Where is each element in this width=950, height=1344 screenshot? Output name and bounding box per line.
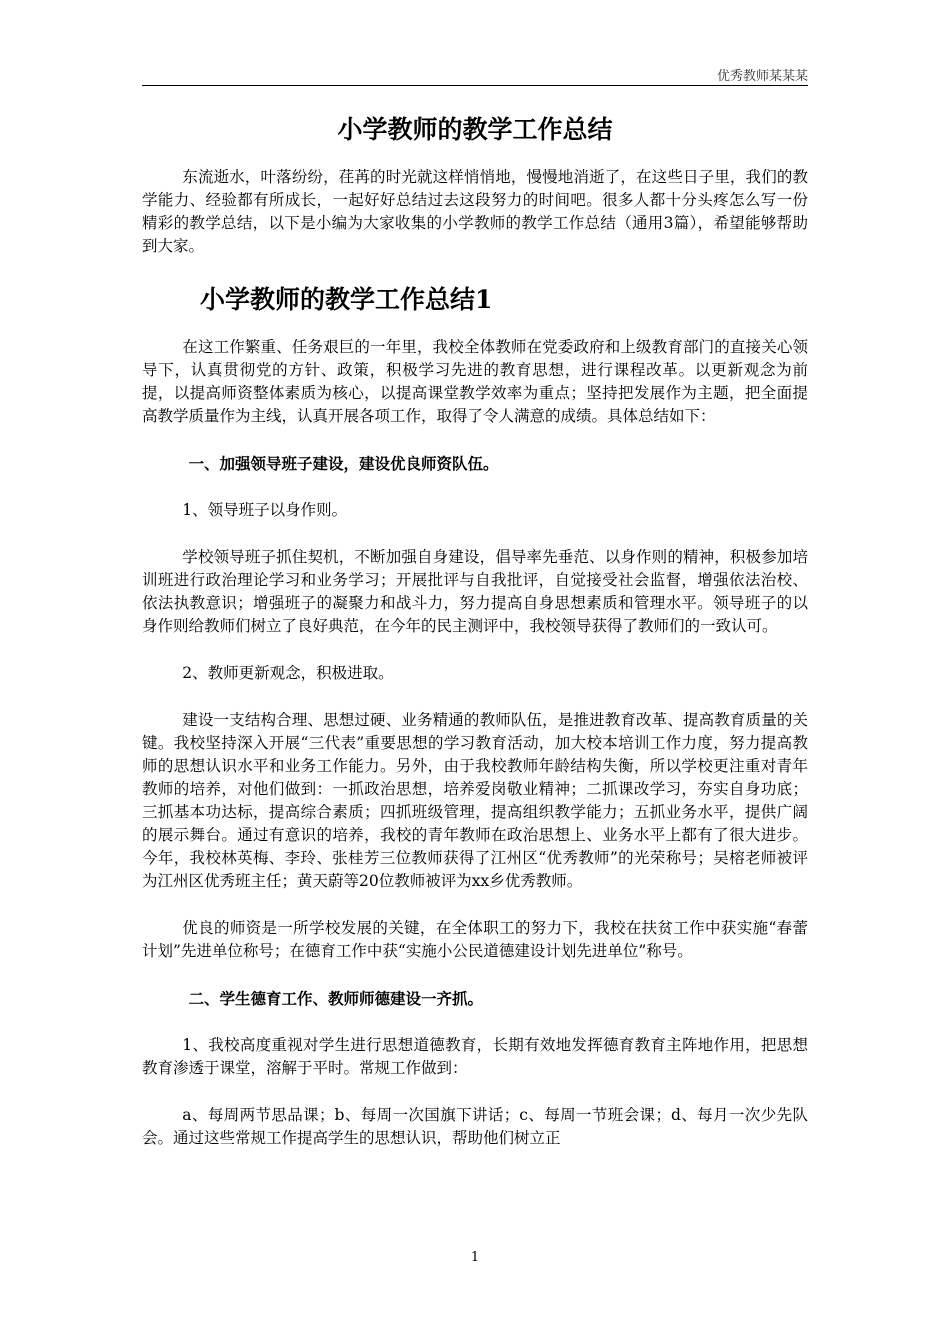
page-header-text: 优秀教师某某某 bbox=[716, 69, 808, 84]
subheading-2: 二、学生德育工作、教师师德建设一齐抓。 bbox=[188, 989, 484, 1008]
document-body bbox=[142, 112, 808, 1174]
body-paragraph: 学校领导班子抓住契机，不断加强自身建设，倡导率先垂范、以身作则的精神，积极参加培训班进行政治理论学习和业务学习；开展批评与自我批评，自觉接受社会监督，增强依法治校、依法执教意识；增强班子的凝聚力和战斗力，努力提高自身思想素质和管理水平。领导班子的以身作则给教师们树立了良好典范，在今年的民主测评中，我校领导获得了教师们的一致认可。 bbox=[142, 548, 808, 635]
body-paragraph: 1、我校高度重视对学生进行思想道德教育，长期有效地发挥德育教育主阵地作用，把思想教育渗透于课堂，溶解于平时。常规工作做到： bbox=[142, 1036, 808, 1077]
header-divider bbox=[142, 85, 808, 86]
body-paragraph: 2、教师更新观念，积极进取。 bbox=[182, 664, 394, 682]
subheading-1: 一、加强领导班子建设，建设优良师资队伍。 bbox=[188, 454, 499, 473]
section-title: 小学教师的教学工作总结1 bbox=[200, 285, 493, 314]
body-paragraph: a、每周两节思品课；b、每周一次国旗下讲话；c、每周一节班会课；d、每月一次少先队会。通过这些常规工作提高学生的思想认识，帮助他们树立正 bbox=[142, 1106, 808, 1147]
page-number: 1 bbox=[470, 1250, 480, 1265]
body-paragraph: 1、领导班子以身作则。 bbox=[182, 501, 348, 519]
body-paragraph: 优良的师资是一所学校发展的关键，在全体职工的努力下，我校在扶贫工作中获实施“春蕾计划”先进单位称号；在德育工作中获“实施小公民道德建设计划先进单位”称号。 bbox=[142, 919, 808, 960]
intro-paragraph: 东流逝水，叶落纷纷，荏苒的时光就这样悄悄地，慢慢地消逝了，在这些日子里，我们的教学能力、经验都有所成长，一起好好总结过去这段努力的时间吧。很多人都十分头疼怎么写一份精彩的教学总结，以下是小编为大家收集的小学教师的教学工作总结（通用3篇），希望能够帮助到大家。 bbox=[142, 168, 808, 255]
body-paragraph: 在这工作繁重、任务艰巨的一年里，我校全体教师在党委政府和上级教育部门的直接关心领导下，认真贯彻党的方针、政策，积极学习先进的教育思想，进行课程改革。以更新观念为前提，以提高师资整体素质为核心，以提高课堂教学效率为重点；坚持把发展作为主题，把全面提高教学质量作为主线，认真开展各项工作，取得了令人满意的成绩。具体总结如下： bbox=[142, 338, 808, 425]
body-paragraph: 建设一支结构合理、思想过硬、业务精通的教师队伍，是推进教育改革、提高教育质量的关键。我校坚持深入开展“三代表”重要思想的学习教育活动，加大校本培训工作力度，努力提高教师的思想认识水平和业务工作能力。另外，由于我校教师年龄结构失衡，所以学校更注重对青年教师的培养，对他们做到：一抓政治思想，培养爱岗敬业精神；二抓课改学习，夯实自身功底；三抓基本功达标，提高综合素质；四抓班级管理，提高组织教学能力；五抓业务水平，提供广阔的展示舞台。通过有意识的培养，我校的青年教师在政治思想上、业务水平上都有了很大进步。今年，我校林英梅、李玲、张桂芳三位教师获得了江州区“优秀教师”的光荣称号；吴榕老师被评为江州区优秀班主任；黄天蔚等20位教师被评为xx乡优秀教师。 bbox=[142, 711, 808, 890]
document-title: 小学教师的教学工作总结 bbox=[337, 115, 613, 144]
